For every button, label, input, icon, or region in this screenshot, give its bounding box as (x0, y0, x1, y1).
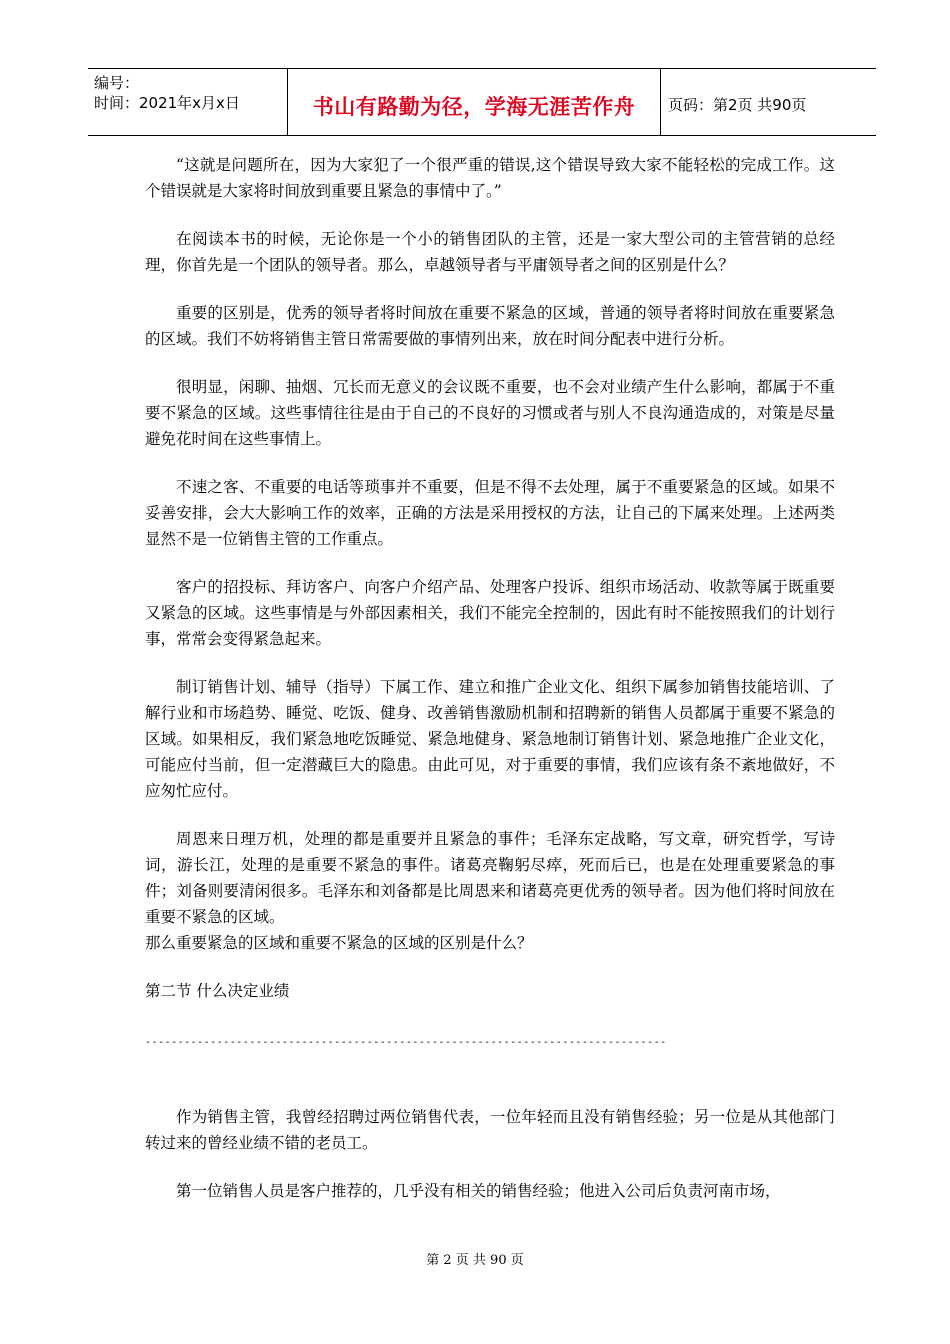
page-footer: 第 2 页 共 90 页 (426, 1253, 524, 1268)
paragraph: 制订销售计划、辅导（指导）下属工作、建立和推广企业文化、组织下属参加销售技能培训、了解行业和市场趋势、睡觉、吃饭、健身、改善销售激励机制和招聘新的销售人员都属于重要不紧急的区域。如果相反，我们紧急地吃饭睡觉、紧急地健身、紧急地制订销售计划、紧急地推广企业文化，可能应付当前，但一定潜藏巨大的隐患。由此可见，对于重要的事情，我们应该有条不紊地做好，不应匆忙应付。 (145, 678, 835, 800)
paragraph: 不速之客、不重要的电话等琐事并不重要，但是不得不去处理，属于不重要紧急的区域。如果不妥善安排，会大大影响工作的效率，正确的方法是采用授权的方法，让自己的下属来处理。上述两类显然不是一位销售主管的工作重点。 (145, 478, 835, 548)
header-meta (94, 73, 240, 113)
paragraph: 作为销售主管，我曾经招聘过两位销售代表，一位年轻而且没有销售经验；另一位是从其他部门转过来的曾经业绩不错的老员工。 (145, 1108, 835, 1152)
question-line: 那么重要紧急的区域和重要不紧急的区域的区别是什么？ (145, 934, 533, 952)
document-time-label: 时间：2021年x月x日 (94, 94, 240, 112)
paragraph: 重要的区别是，优秀的领导者将时间放在重要不紧急的区域，普通的领导者将时间放在重要紧急的区域。我们不妨将销售主管日常需要做的事情列出来，放在时间分配表中进行分析。 (145, 304, 835, 348)
document-number-label: 编号： (94, 74, 140, 92)
header-divider-right (660, 69, 661, 135)
page-header (88, 68, 876, 136)
header-motto: 书山有路勤为径，学海无涯苦作舟 (312, 95, 636, 119)
paragraph: 周恩来日理万机，处理的都是重要并且紧急的事件；毛泽东定战略，写文章，研究哲学，写诗词，游长江，处理的是重要不紧急的事件。诸葛亮鞠躬尽瘁，死而后已，也是在处理重要紧急的事件；刘备则要清闲很多。毛泽东和刘备都是比周恩来和诸葛亮更优秀的领导者。因为他们将时间放在重要不紧急的区域。 (145, 830, 835, 926)
paragraph: 客户的招投标、拜访客户、向客户介绍产品、处理客户投诉、组织市场活动、收款等属于既重要又紧急的区域。这些事情是与外部因素相关，我们不能完全控制的，因此有时不能按照我们的计划行事，常常会变得紧急起来。 (145, 578, 835, 648)
paragraph: 第一位销售人员是客户推荐的，几乎没有相关的销售经验；他进入公司后负责河南市场， (176, 1182, 781, 1200)
dashed-divider: -------------------------------------------------------------------------------- (145, 1037, 667, 1048)
paragraph: 在阅读本书的时候，无论你是一个小的销售团队的主管，还是一家大型公司的主管营销的总经理，你首先是一个团队的领导者。那么，卓越领导者与平庸领导者之间的区别是什么？ (145, 230, 835, 274)
paragraph: “这就是问题所在，因为大家犯了一个很严重的错误,这个错误导致大家不能轻松的完成工作。这个错误就是大家将时间放到重要且紧急的事情中了。” (145, 156, 835, 200)
document-body (145, 152, 835, 1226)
section-title: 第二节 什么决定业绩 (145, 982, 290, 1000)
header-page-info: 页码：第2页 共90页 (668, 96, 807, 114)
paragraph: 很明显，闲聊、抽烟、冗长而无意义的会议既不重要，也不会对业绩产生什么影响，都属于不重要不紧急的区域。这些事情往往是由于自己的不良好的习惯或者与别人不良沟通造成的，对策是尽量避免花时间在这些事情上。 (145, 378, 835, 448)
